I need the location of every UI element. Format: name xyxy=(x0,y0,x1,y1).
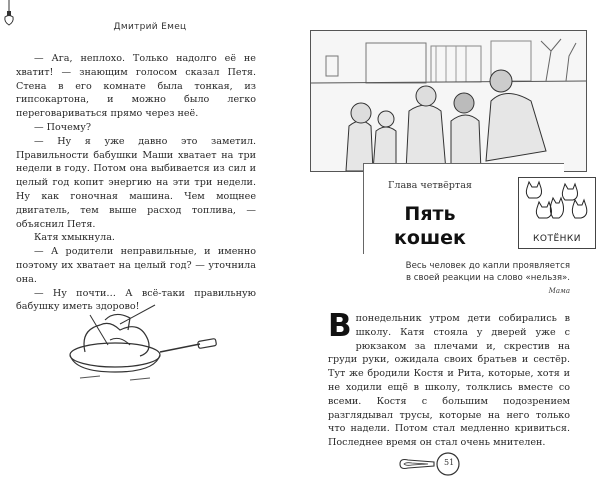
page-number-ornament xyxy=(398,452,468,476)
paragraph: — Ну почти… А всё-таки правильную бабушку иметь здорово! xyxy=(16,287,256,313)
chapter-title-line: кошек xyxy=(394,227,466,249)
chapter-title-line: Пять xyxy=(404,203,456,225)
frying-pan-illustration xyxy=(60,300,220,390)
epigraph-line: Весь человек до капли проявляется xyxy=(405,261,570,271)
epigraph-author: Мама xyxy=(548,287,570,295)
right-body-text xyxy=(328,308,570,450)
paragraph-text: понедельник утром дети собирались в школу. Катя стояла у дверей уже с рюкзаком за плечами и, скрестив на груди руки, ожидала своих братьев и сестёр. Тут же бродили Костя и Рита, которые, хотя и не ходили ещё в школу, толклись вместе со всеми. Костя с большим подозрением разглядывал трусы, которые на него только что надели. Потом стал медленно кривиться. Последнее время он стал очень мнителен. xyxy=(328,313,570,449)
paragraph xyxy=(328,308,570,450)
kittens-label: КОТЁНКИ xyxy=(532,234,582,244)
epigraph-line: в своей реакции на слово «нельзя». xyxy=(406,273,570,283)
epigraph xyxy=(360,260,570,284)
paragraph: — Ну я уже давно это заметил. Правильности бабушки Маши хватает на три недели в году. Потом она выбивается из сил и целый год копит энергию на эти три недели. Ну как гоночная машина. Чем мощнее двигатель, тем выше расход топлива, — объяснил Петя. xyxy=(16,135,256,230)
kittens-icon xyxy=(519,178,595,226)
ladle-icon xyxy=(398,452,468,476)
chapter-label: Глава четвёртая xyxy=(388,180,472,191)
drop-cap: В xyxy=(328,308,352,344)
paragraph: — Ага, неплохо. Только надолго её не хватит! — знающим голосом сказал Петя. Стена в его комнате была тонкая, из гипсокартона, и можно было легко переговариваться прямо через неё. xyxy=(16,53,256,120)
chapter-title xyxy=(365,202,495,250)
running-header: Дмитрий Емец xyxy=(113,22,187,32)
left-body-text xyxy=(16,52,256,314)
paragraph: — Почему? xyxy=(34,121,92,133)
kittens-sign xyxy=(518,177,596,249)
right-page xyxy=(300,0,600,480)
page-number: 51 xyxy=(444,458,455,467)
paragraph: — А родители неправильные, и именно поэтому их хватает на целый год? — уточнила она. xyxy=(16,246,256,285)
family-winter-street-scene xyxy=(310,30,587,172)
paragraph: Катя хмыкнула. xyxy=(34,232,115,244)
